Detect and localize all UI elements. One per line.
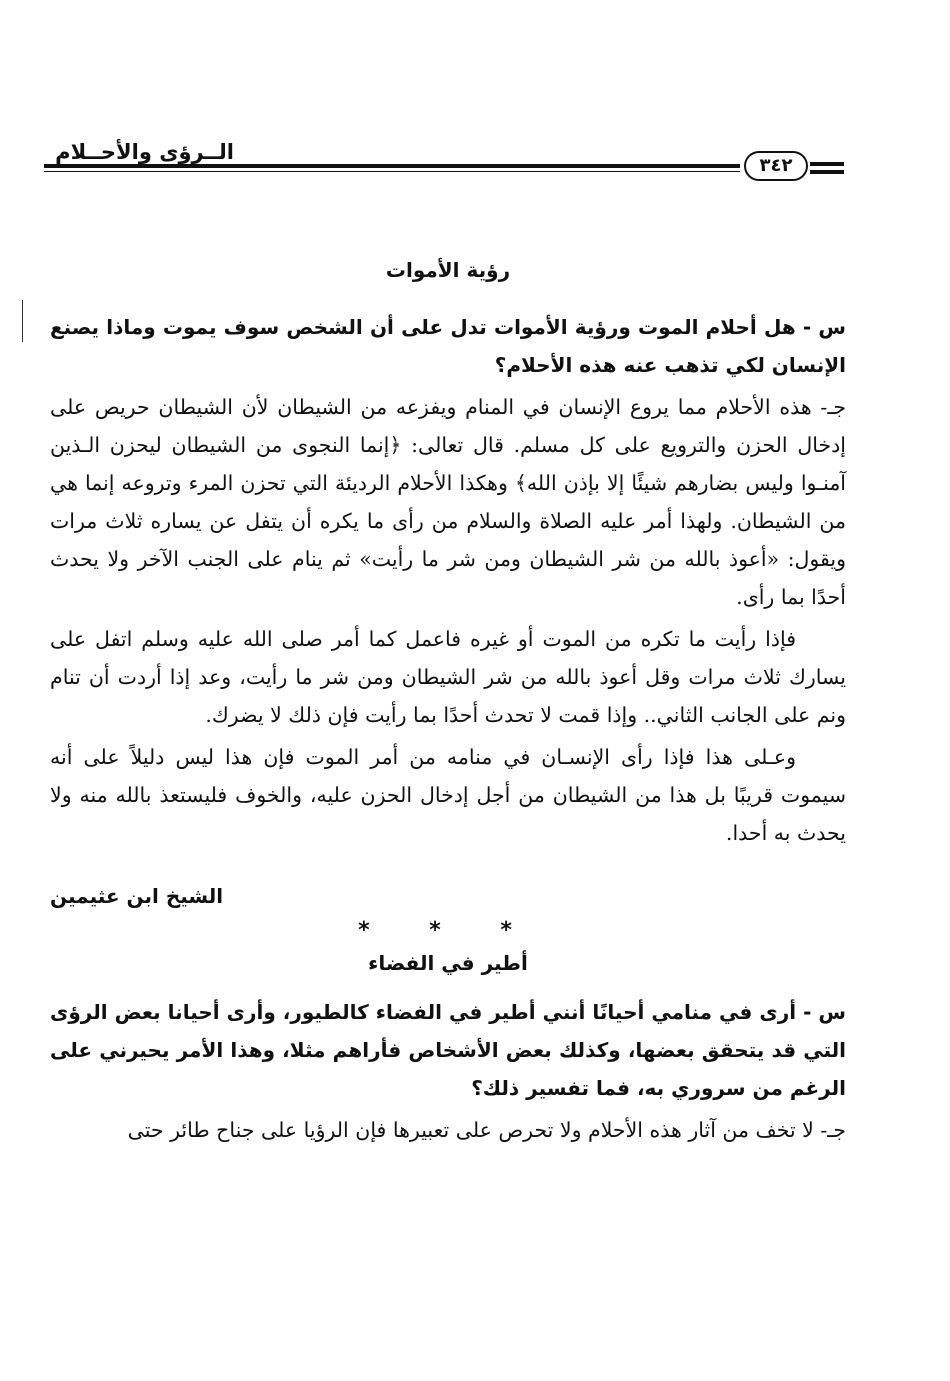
question-paragraph: س - هل أحلام الموت ورؤية الأموات تدل على أن الشخص سوف يموت وماذا يصنع الإنسان لكي تذهب عنه هذه الأحلام؟	[50, 315, 846, 377]
answer-paragraph: جـ- هذه الأحلام مما يروع الإنسان في المنام ويفزعه من الشيطان لأن الشيطان حريص على إدخال الحزن والترويع على كل مسلم. قال تعالى: ﴿إنما النجوى من الشيطان ليحزن الـذين آمنـوا وليس بضارهم شيئًا إلا بإذن الله﴾ وهكذا الأحلام الرديئة التي تحزن المرء وتروعه إنما هي من الشيطان. ولهذا أمر عليه الصلاة والسلام من رأى ما يكره أن يتفل عن يساره ثلاث مرات ويقول: «أعوذ بالله من شر الشيطان ومن شر ما رأيت» ثم ينام على الجنب الآخر ولا يحدث أحدًا بما رأى.	[50, 395, 846, 609]
header-rule	[810, 162, 844, 166]
section-heading: رؤية الأموات	[385, 258, 511, 282]
page-number: ٣٤٢	[744, 151, 808, 181]
answer-paragraph: فإذا رأيت ما تكره من الموت أو غيره فاعمل كما أمر صلى الله عليه وسلم اتفل على يسارك ثلاث مرات وقل أعوذ بالله من شر الشيطان ومن شر ما رأيت، وعد إذا أردت أن تنام ونم على الجانب الثاني.. وإذا قمت لا تحدث أحدًا بما رأيت فإن ذلك لا يضرك.	[50, 627, 846, 727]
book-title: الــرؤى والأحــلام	[55, 140, 234, 164]
header-rule	[44, 164, 740, 168]
source-attribution: الشيخ ابن عثيمين	[50, 884, 224, 908]
section-heading: أطير في الفضاء	[368, 951, 528, 975]
header-rule	[44, 171, 740, 172]
margin-mark	[22, 300, 23, 342]
section-separator: * * *	[358, 918, 538, 943]
answer-paragraph: وعـلى هذا فإذا رأى الإنسـان في منامه من أمر الموت فإن هذا ليس دليلاً على أنه سيموت قريبًا بل هذا من الشيطان من أجل إدخال الحزن عليه، والخوف فليستعذ بالله منه ولا يحدث به أحدا.	[50, 745, 846, 845]
header-rule	[810, 170, 844, 174]
answer-paragraph: جـ- لا تخف من آثار هذه الأحلام ولا تحرص على تعبيرها فإن الرؤيا على جناح طائر حتى	[127, 1118, 846, 1142]
question-paragraph: س - أرى في منامي أحيانًا أنني أطير في الفضاء كالطيور، وأرى أحيانا بعض الرؤى التي قد يتحقق بعضها، وكذلك بعض الأشخاص فأراهم مثلا، وهذا الأمر يحيرني على الرغم من سروري به، فما تفسير ذلك؟	[50, 1000, 846, 1100]
page-body	[50, 250, 846, 1149]
running-header	[44, 140, 844, 185]
